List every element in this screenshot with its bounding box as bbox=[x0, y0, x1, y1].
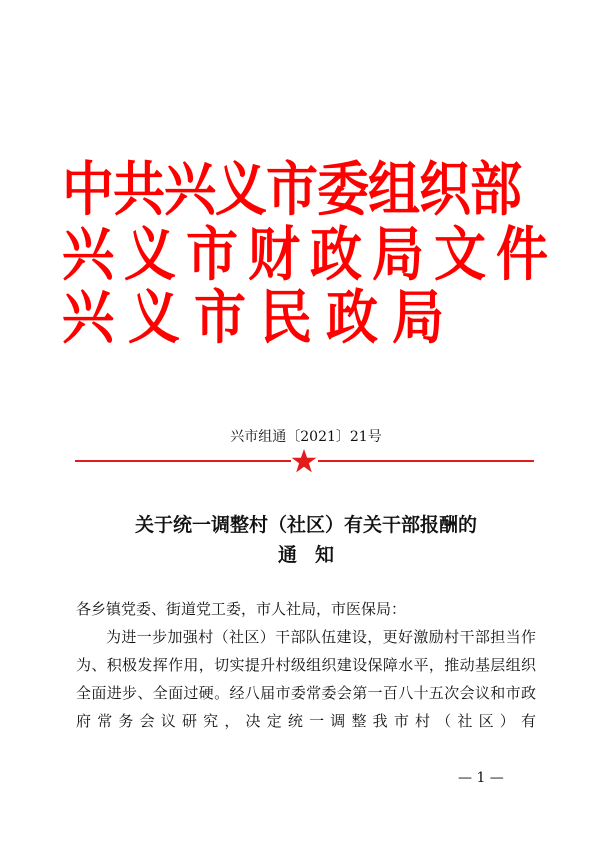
issuer-header-line-1: 中共兴义市委组织部 bbox=[62, 157, 522, 225]
divider-left bbox=[75, 460, 291, 462]
issuer-header-line-3: 兴义市民政局 bbox=[62, 285, 459, 353]
document-title-line-2: 通知 bbox=[277, 544, 352, 566]
body-paragraph: 为进一步加强村（社区）干部队伍建设，更好激励村干部担当作为、积极发挥作用，切实提升村级组织建设保障水平，推动基层组织全面进步、全面过硬。经八届市委常委会第一百八十五次会议和市政府常务会议研究，决定统一调整我市村（社区）有 bbox=[76, 628, 536, 730]
issuer-header-line-2: 兴义市财政局文件 bbox=[62, 222, 559, 290]
salutation: 各乡镇党委、街道党工委，市人社局，市医保局： bbox=[76, 600, 407, 618]
document-title-line-1: 关于统一调整村（社区）有关干部报酬的 bbox=[134, 514, 477, 536]
page-number: — 1 — bbox=[458, 770, 504, 786]
star-icon bbox=[291, 448, 317, 474]
divider-right bbox=[318, 460, 534, 462]
document-number: 兴市组通〔2021〕21号 bbox=[230, 429, 382, 445]
